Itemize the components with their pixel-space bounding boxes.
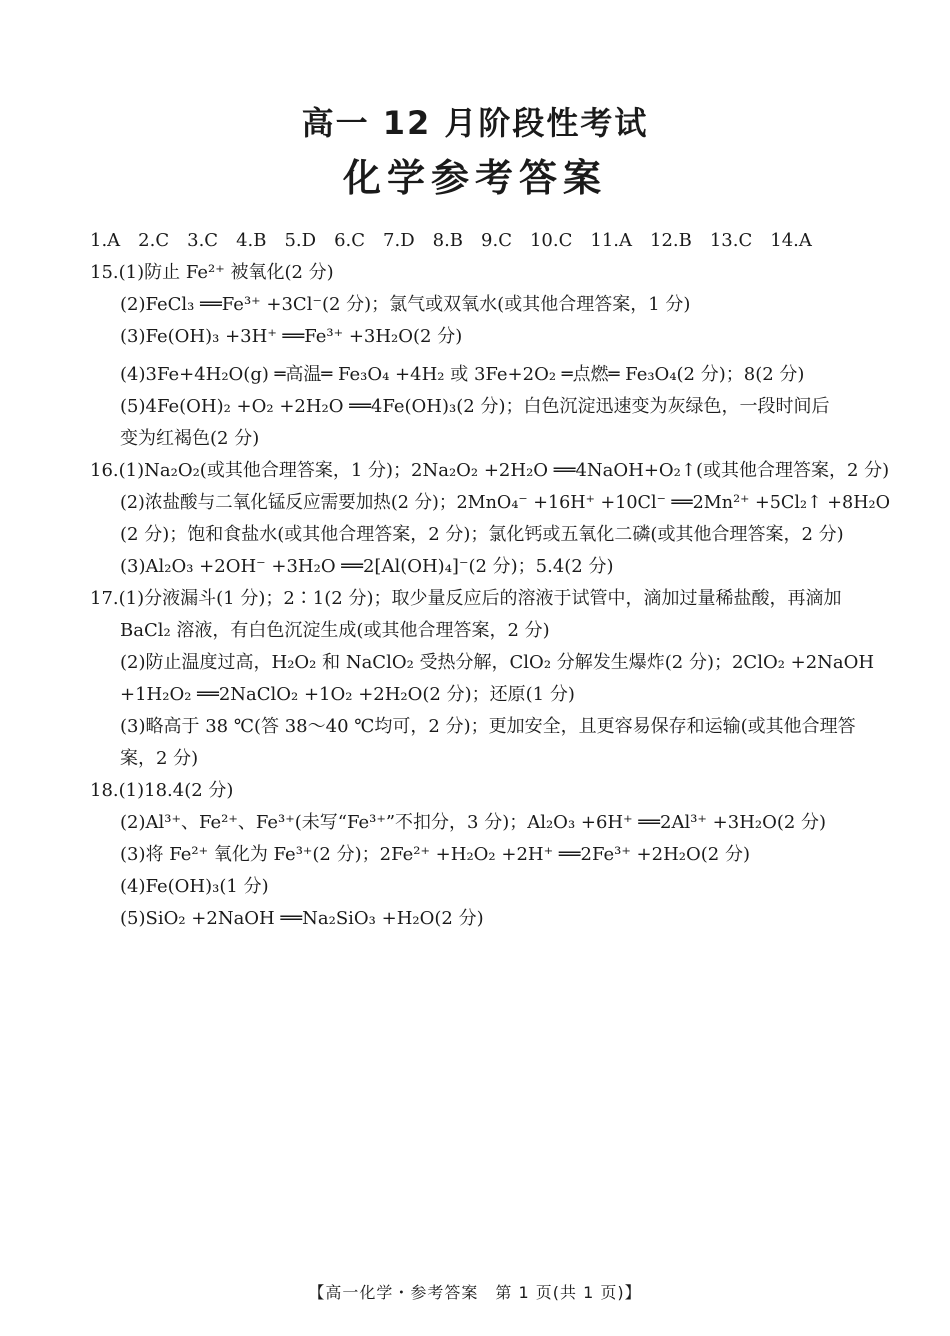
q15-part3: (3)Fe(OH)₃ +3H⁺ ══Fe³⁺ +3H₂O(2 分) [120,326,463,347]
q18-part1: 18.(1)18.4(2 分) [90,780,234,801]
q18-part3: (3)将 Fe²⁺ 氧化为 Fe³⁺(2 分)；2Fe²⁺ +H₂O₂ +2H⁺ ══2Fe³⁺ +2H₂O(2 分) [120,844,750,865]
q17-part3: (3)略高于 38 ℃(答 38～40 ℃均可，2 分)；更加安全，且更容易保存和运输(或其他合理答 [120,716,856,737]
page-subtitle: 化学参考答案 [342,156,607,200]
q15-part4: (4)3Fe+4H₂O(g) ═高温═ Fe₃O₄ +4H₂ 或 3Fe+2O₂ ═点燃═ Fe₃O₄(2 分)；8(2 分) [120,364,805,385]
choice-answers: 1.A 2.C 3.C 4.B 5.D 6.C 7.D 8.B 9.C 10.C 11.A 12.B 13.C 14.A [90,230,812,251]
q15-part1: 15.(1)防止 Fe²⁺ 被氧化(2 分) [90,262,334,283]
q17-part2-cont: +1H₂O₂ ══2NaClO₂ +1O₂ +2H₂O(2 分)；还原(1 分) [120,684,575,705]
q15-part2: (2)FeCl₃ ══Fe³⁺ +3Cl⁻(2 分)；氯气或双氧水(或其他合理答案，1 分) [120,294,691,315]
q15-part5: (5)4Fe(OH)₂ +O₂ +2H₂O ══4Fe(OH)₃(2 分)；白色沉淀迅速变为灰绿色，一段时间后 [120,396,830,417]
q17-part1: 17.(1)分液漏斗(1 分)；2∶1(2 分)；取少量反应后的溶液于试管中，滴加过量稀盐酸，再滴加 [90,588,842,609]
q15-part5-cont: 变为红褐色(2 分) [120,428,260,449]
q17-part3-cont: 案，2 分) [120,748,199,769]
q16-part2-cont: (2 分)；饱和食盐水(或其他合理答案，2 分)；氯化钙或五氧化二磷(或其他合理答案，2 分) [120,524,844,545]
q16-part3: (3)Al₂O₃ +2OH⁻ +3H₂O ══2[Al(OH)₄]⁻(2 分)；5.4(2 分) [120,556,614,577]
page-footer: 【高一化学・参考答案 第 1 页(共 1 页)】 [308,1283,642,1302]
q18-part4: (4)Fe(OH)₃(1 分) [120,876,269,897]
page-title: 高一 12 月阶段性考试 [301,104,649,142]
q17-part1-cont: BaCl₂ 溶液，有白色沉淀生成(或其他合理答案，2 分) [120,620,550,641]
q16-part1: 16.(1)Na₂O₂(或其他合理答案，1 分)；2Na₂O₂ +2H₂O ══4NaOH+O₂↑(或其他合理答案，2 分) [90,460,890,481]
q16-part2: (2)浓盐酸与二氧化锰反应需要加热(2 分)；2MnO₄⁻ +16H⁺ +10Cl⁻ ══2Mn²⁺ +5Cl₂↑ +8H₂O [120,492,890,513]
q17-part2: (2)防止温度过高，H₂O₂ 和 NaClO₂ 受热分解，ClO₂ 分解发生爆炸(2 分)；2ClO₂ +2NaOH [120,652,875,673]
q18-part5: (5)SiO₂ +2NaOH ══Na₂SiO₃ +H₂O(2 分) [120,908,484,929]
q18-part2: (2)Al³⁺、Fe²⁺、Fe³⁺(未写“Fe³⁺”不扣分，3 分)；Al₂O₃ +6H⁺ ══2Al³⁺ +3H₂O(2 分) [120,812,827,833]
